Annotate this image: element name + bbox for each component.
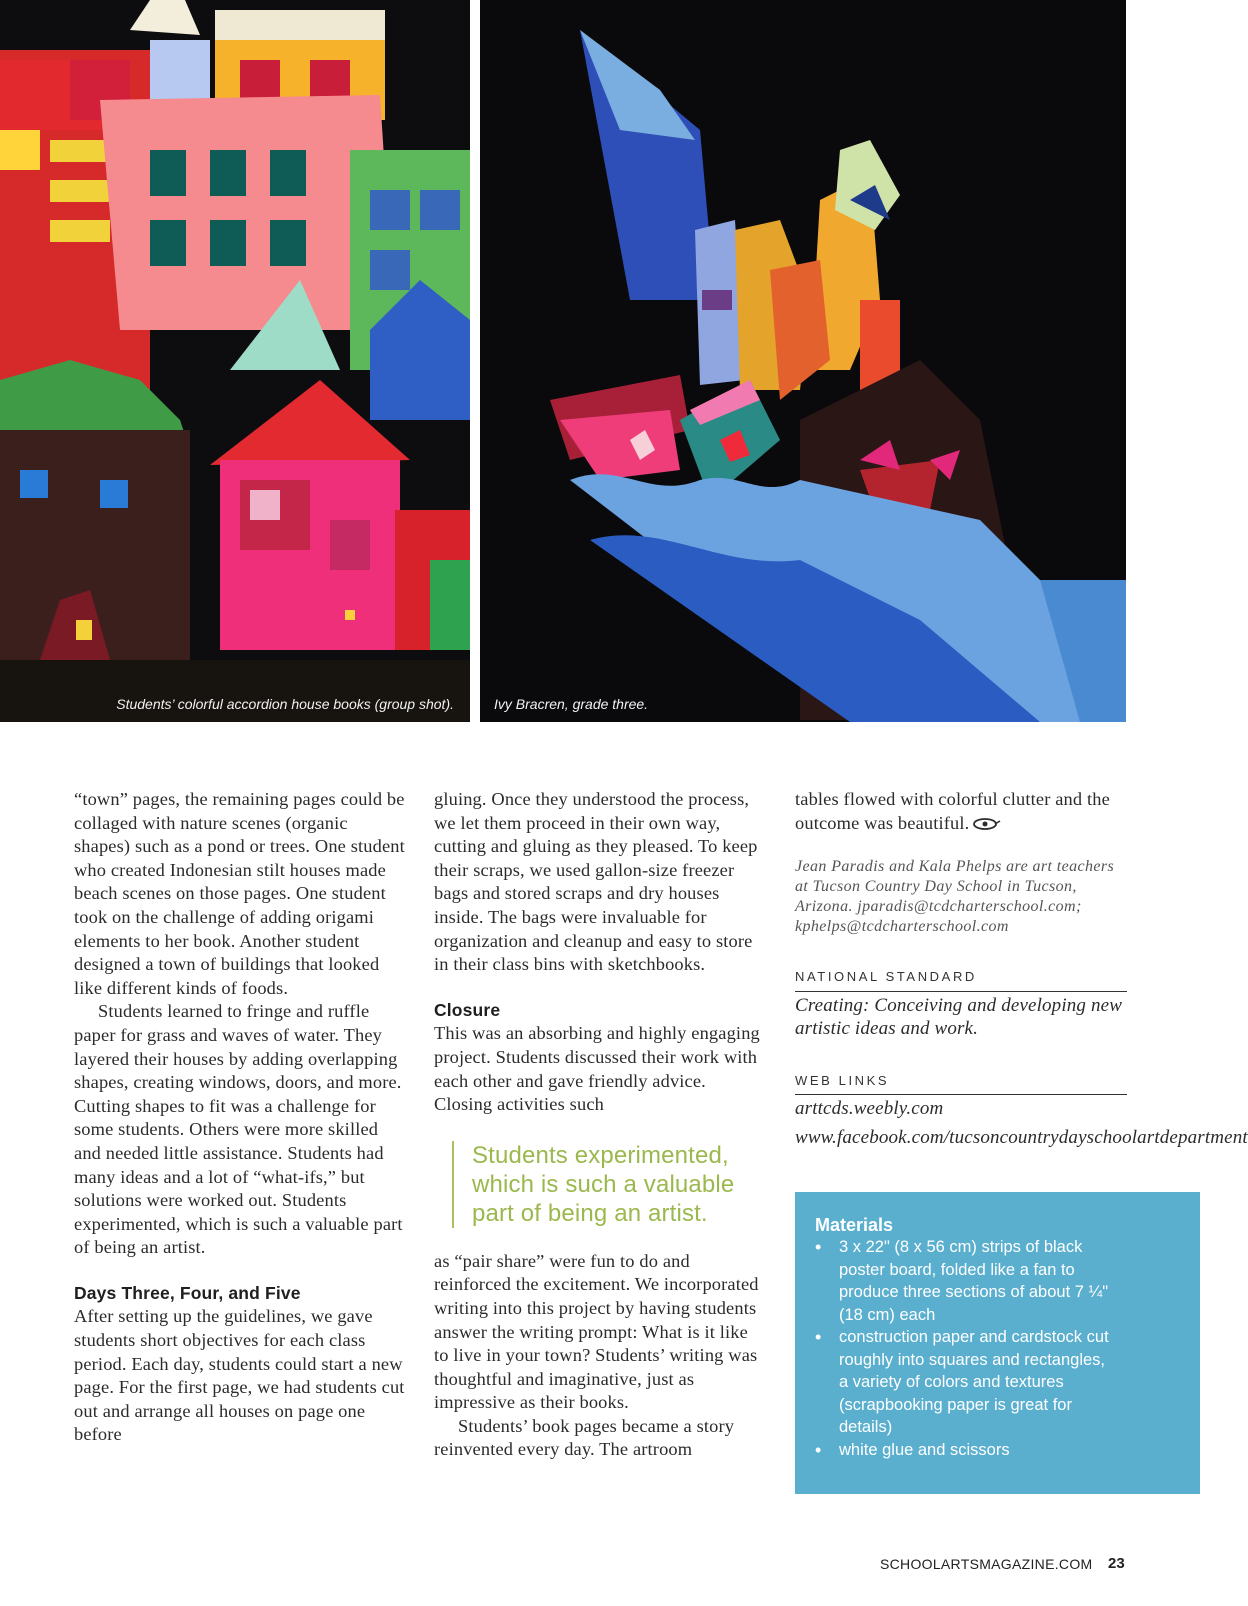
paragraph: After setting up the guidelines, we gave students short objectives for each class period. Each day, students could start a new page. For the first page, we had students cut out and arrange all houses on page one before: [74, 1306, 405, 1445]
paragraph: as “pair share” were fun to do and reinforced the excitement. We incorporated writing into this project by having students answer the writing prompt: What is it like to live in your town? Students’ writing was thoughtful and imaginative, just as impressive as their books.: [434, 1250, 759, 1413]
student-collage-illustration: [480, 0, 1126, 722]
pull-quote: Students experimented, which is such a valuable part of being an artist.: [452, 1141, 766, 1228]
web-link-weebly[interactable]: arttcds.weebly.com: [795, 1098, 944, 1120]
photo-group-shot: [0, 0, 470, 722]
house-collage-illustration: [0, 0, 470, 722]
article-column-2: [434, 788, 766, 1462]
materials-list: [815, 1236, 1178, 1461]
materials-title: Materials: [815, 1215, 894, 1235]
closing-sentence: tables flowed with colorful clutter and the outcome was beautiful.: [795, 789, 1110, 833]
materials-item: • 3 x 22" (8 x 56 cm) strips of black poster board, folded like a fan to produce three sections of about 7 ¼" (18 cm) each: [815, 1236, 1115, 1326]
photo-caption-right: Ivy Bracren, grade three.: [494, 696, 649, 712]
author-bio: Jean Paradis and Kala Phelps are art teachers at Tucson Country Day School in Tucson, Arizona. jparadis@tcdcharterschool.com; kphelps@tcdcharterschool.com: [795, 858, 1115, 936]
footer-site-name: SCHOOLARTSMAGAZINE.COM: [880, 1556, 1093, 1572]
section-heading-closure: Closure: [434, 999, 501, 1020]
materials-item: • construction paper and cardstock cut roughly into squares and rectangles, a variety of colors and textures (scrapbooking paper is great for details): [815, 1326, 1115, 1439]
paragraph: “town” pages, the remaining pages could be collaged with nature scenes (organic shapes) such as a pond or trees. One student who created Indonesian stilt houses made beach scenes on those pages. One student took on the challenge of adding origami elements to her book. Another student designed a town of buildings that looked like different kinds of foods.: [74, 789, 405, 998]
paragraph: gluing. Once they understood the process, we let them proceed in their own way, cutting and gluing as they pleased. To keep their scraps, we used gallon-size freezer bags and stored scraps and dry houses inside. The bags were invaluable for organization and cleanup and easy to store in their class bins with sketchbooks.: [434, 789, 758, 975]
national-standard-text: Creating: Conceiving and developing new artistic ideas and work.: [795, 994, 1123, 1040]
materials-box: [795, 1192, 1200, 1494]
end-mark-icon: [973, 817, 1001, 831]
photo-student-work: [480, 0, 1126, 722]
article-column-3: [795, 788, 1248, 1149]
paragraph: Students’ book pages became a story reinvented every day. The artroom: [434, 1415, 735, 1460]
photo-caption-left: Students’ colorful accordion house books (group shot).: [116, 696, 454, 712]
paragraph: Students learned to fringe and ruffle paper for grass and waves of water. They layered their houses by adding overlapping shapes, creating windows, doors, and more. Cutting shapes to fit was a challenge for some students. Others were more skilled and needed little assistance. Students had many ideas and a lot of “what-ifs,” but solutions were worked out. Students experimented, which is such a valuable part of being an artist.: [74, 1001, 403, 1258]
section-heading-days: Days Three, Four, and Five: [74, 1282, 301, 1303]
article-column-1: [74, 788, 406, 1447]
paragraph: This was an absorbing and highly engaging project. Students discussed their work with each other and gave friendly advice. Closing activities such: [434, 1023, 760, 1115]
national-standard-label: NATIONAL STANDARD: [795, 965, 1127, 992]
materials-item: • white glue and scissors: [815, 1439, 1115, 1462]
web-links-label: WEB LINKS: [795, 1069, 1127, 1096]
page-number: 23: [1108, 1555, 1125, 1572]
paragraph: [795, 788, 1127, 835]
web-link-facebook[interactable]: www.facebook.com/tucsoncountrydayschoolartdepartment: [795, 1127, 1248, 1149]
